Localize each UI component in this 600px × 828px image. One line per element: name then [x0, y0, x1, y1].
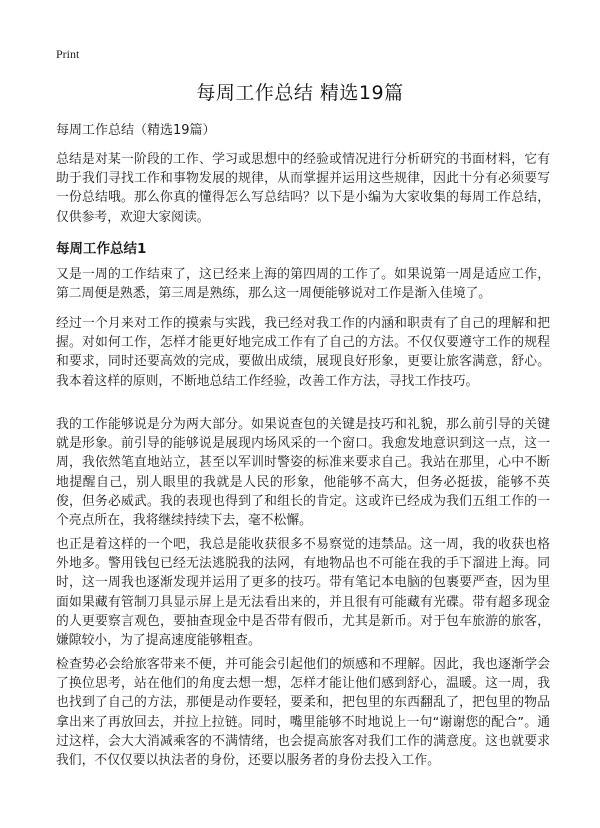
body-paragraph: 又是一周的工作结束了，这已经来上海的第四周的工作了。如果说第一周是适应工作，第二周便是熟悉，第三周是熟练，那么这一周便能够说对工作是渐入佳境了。: [56, 267, 550, 302]
body-paragraph: 也正是着这样的一个吧，我总是能收获很多不易察觉的违禁品。这一周，我的收获也格外地多。警用钱包已经无法逃脱我的法网，有地物品也不可能在我的手下溜进上海。同时，这一周我也逐渐发现并运用了更多的技巧。带有笔记本电脑的包裹要严查，因为里面如果藏有管制刀具显示屏上是无法看出来的，并且很有可能藏有光碟。带有超多现金的人更要察言观色，要抽查现金中是否带有假币，尤其是新币。对于包车旅游的旅客，嫌隙较小，为了提高速度能够粗查。: [56, 537, 550, 649]
intro-paragraph: 总结是对某一阶段的工作、学习或思想中的经验或情况进行分析研究的书面材料，它有助于我们寻找工作和事物发展的规律，从而掌握并运用这些规律，因此十分有必须要写一份总结哦。那么你真的懂得怎么写总结吗？以下是小编为大家收集的每周工作总结，仅供参考，欢迎大家阅读。: [56, 152, 550, 225]
body-paragraph: 我的工作能够说是分为两大部分。如果说查包的关键是技巧和礼貌，那么前引导的关键就是形象。前引导的能够说是展现内场风采的一个窗口。我愈发地意识到这一点，这一周，我依然笔直地站立，甚至以军训时警姿的标准来要求自己。我站在那里，心中不断地提醒自己，别人眼里的我就是人民的形象，他能够不高大，但务必挺拔，能够不英俊，但务必威武。我的表现也得到了和组长的肯定。这或许已经成为我们五组工作的一个亮点所在，我将继续持续下去，毫不松懈。: [56, 417, 550, 529]
print-button[interactable]: Print: [56, 47, 80, 61]
body-paragraph: 检查势必会给旅客带来不便，并可能会引起他们的烦感和不理解。因此，我也逐渐学会了换位思考，站在他们的角度去想一想，怎样才能让他们感到舒心，温暖。这一周，我也找到了自己的方法，那便是动作要轻，要柔和，把包里的东西翻乱了，把包里的物品拿出来了再放回去，并拉上拉链。同时，嘴里能够不时地说上一句“谢谢您的配合”。通过这样，会大大消减乘客的不满情绪，也会提高旅客对我们工作的满意度。这也就要求我们，不仅仅要以执法者的身份，还要以服务者的身份去投入工作。: [56, 657, 550, 769]
body-paragraph: 经过一个月来对工作的摸索与实践，我已经对我工作的内涵和职责有了自己的理解和把握。对如何工作，怎样才能更好地完成工作有了自己的方法。不仅仅要遵守工作的规程和要求，同时还要高效的完成，要做出成绩，展现良好形象，更要让旅客满意，舒心。我本着这样的原则，不断地总结工作经验，改善工作方法，寻找工作技巧。: [56, 316, 550, 389]
section-heading: 每周工作总结1: [56, 241, 147, 257]
page-title: 每周工作总结 精选19篇: [196, 82, 404, 104]
document-subtitle: 每周工作总结（精选19篇）: [56, 123, 216, 138]
